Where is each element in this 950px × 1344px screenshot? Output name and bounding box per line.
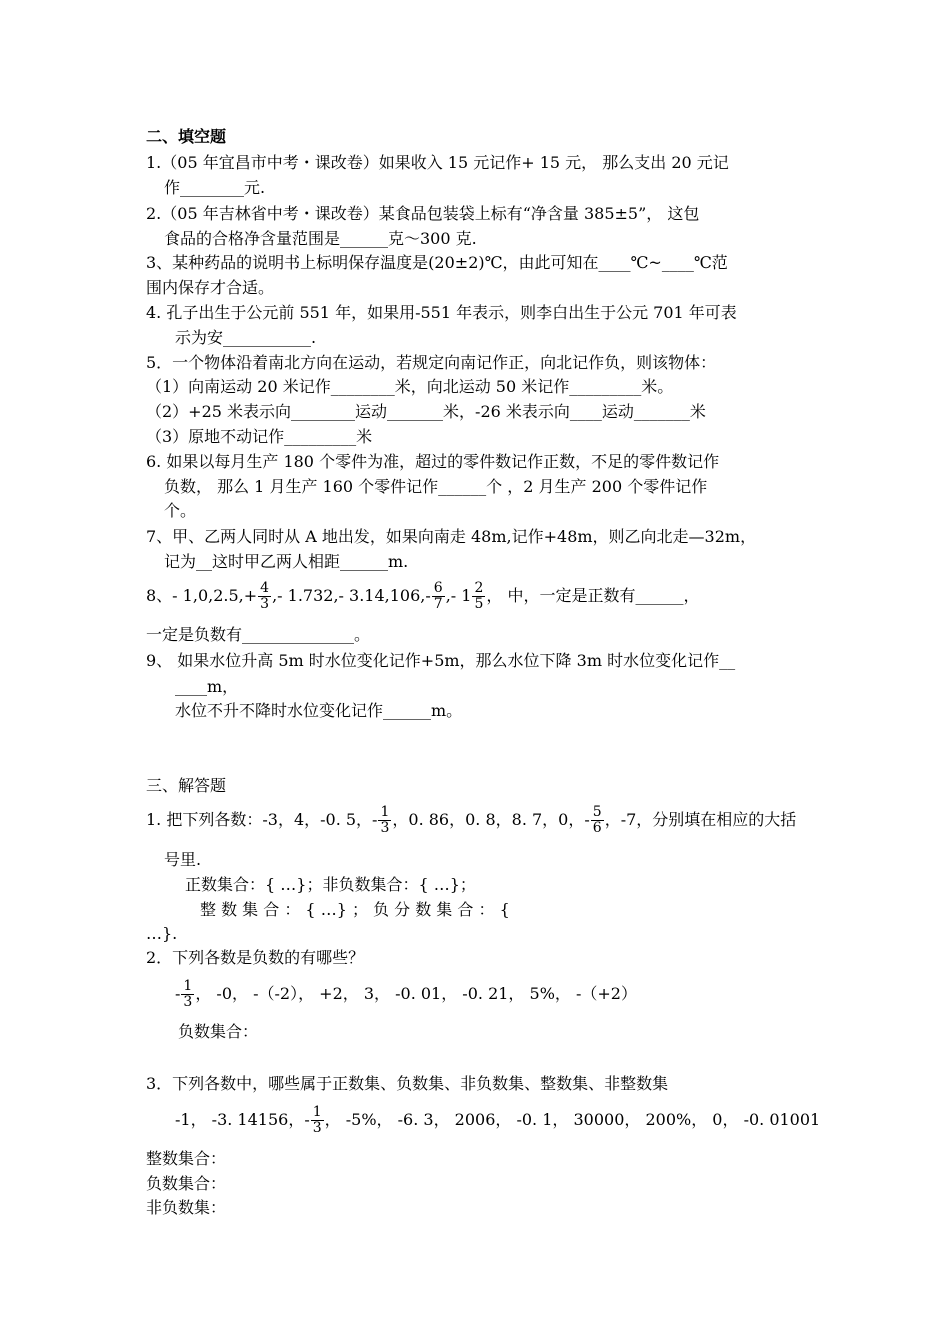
fraction-numerator: 2: [474, 580, 484, 596]
section-heading-fill-blank: 二、填空题: [146, 127, 227, 146]
answer-1-line-5: …}.: [146, 924, 178, 943]
question-5-sub-1: （1）向南运动 20 米记作________米，向北运动 50 米记作_________米。: [146, 377, 674, 396]
answer-1-mid: ，0. 86，0. 8，8. 7，0，-: [392, 810, 590, 829]
fraction-denominator: 3: [260, 596, 270, 612]
question-8-mid2: ,- 1: [445, 586, 472, 605]
fraction-numerator: 5: [592, 804, 602, 820]
question-8-suffix: ， 中，一定是正数有______，: [486, 586, 700, 605]
question-6-line-2: 负数， 那么 1 月生产 160 个零件记作______个 ，2 月生产 200 个零件记作: [164, 477, 708, 496]
question-6-line-3: 个。: [164, 501, 197, 520]
answer-1-line-2: 号里.: [164, 850, 202, 869]
fraction-denominator: 5: [474, 596, 484, 612]
answer-3-negative-set: 负数集合：: [146, 1174, 227, 1193]
question-4-line-1: 4. 孔子出生于公元前 551 年，如果用-551 年表示，则李白出生于公元 701 年可表: [146, 303, 737, 322]
question-3-line-2: 围内保存才合适。: [146, 278, 275, 297]
fraction-denominator: 6: [592, 820, 602, 836]
answer-1-positive-set: 正数集合：{ …}；非负数集合：{ …}；: [185, 875, 476, 894]
section-heading-answer: 三、解答题: [146, 776, 227, 795]
question-9-line-1: 9、 如果水位升高 5m 时水位变化记作+5m，那么水位下降 3m 时水位变化记作__: [146, 651, 736, 670]
question-1-line-1: 1.（05 年宜昌市中考・课改卷）如果收入 15 元记作+ 15 元， 那么支出 20 元记: [146, 153, 729, 172]
answer-3-suffix: ， -5%， -6. 3， 2006， -0. 1， 30000， 200%， 0， -0. 01001: [324, 1110, 821, 1129]
question-8-prefix: 8、- 1,0,2.5,+: [146, 586, 258, 605]
fraction-denominator: 3: [183, 994, 193, 1010]
fraction-denominator: 3: [312, 1120, 322, 1136]
fraction-denominator: 3: [380, 820, 390, 836]
question-2-line-2: 食品的合格净含量范围是______克～300 克.: [164, 229, 477, 248]
fraction-numerator: 1: [380, 804, 390, 820]
question-5-line-1: 5．一个物体沿着南北方向在运动，若规定向南记作正，向北记作负，则该物体：: [146, 353, 717, 372]
answer-3-nonnegative-set: 非负数集：: [146, 1198, 227, 1217]
question-4-line-2: 示为安___________.: [175, 328, 317, 347]
answer-3-prefix: -1， -3. 14156，-: [175, 1110, 310, 1129]
question-5-sub-2: （2）+25 米表示向________运动_______米，-26 米表示向____运动_______米: [146, 402, 706, 421]
answer-1-prefix: 1. 把下列各数：-3，4，-0. 5，-: [146, 810, 378, 829]
answer-3-line-1: 3．下列各数中，哪些属于正数集、负数集、非负数集、整数集、非整数集: [146, 1074, 669, 1093]
question-2-line-1: 2.（05 年吉林省中考・课改卷）某食品包装袋上标有“净含量 385±5”， 这包: [146, 204, 700, 223]
fraction-numerator: 1: [183, 978, 193, 994]
answer-1-suffix: ，-7，分别填在相应的大括: [604, 810, 797, 829]
question-5-sub-3: （3）原地不动记作_________米: [146, 427, 373, 446]
answer-3-numbers: [175, 1100, 820, 1140]
question-8-mid: ,- 1.732,- 3.14,106,-: [272, 586, 431, 605]
question-7-line-2: 记为__这时甲乙两人相距______m.: [164, 552, 409, 571]
answer-2-prefix: -: [175, 984, 181, 1003]
fraction-1-3: [181, 979, 194, 1010]
question-9-line-2: ____m，: [175, 677, 239, 696]
fraction-denominator: 7: [433, 596, 443, 612]
fraction-1-3: [378, 805, 391, 836]
question-3-line-1: 3、某种药品的说明书上标明保存温度是(20±2)℃，由此可知在____℃~____℃范: [146, 253, 728, 272]
question-7-line-1: 7、甲、乙两人同时从 A 地出发，如果向南走 48m,记作+48m，则乙向北走—32m，: [146, 527, 757, 546]
answer-1-line-1: [146, 800, 796, 840]
fraction-numerator: 4: [260, 580, 270, 596]
answer-2-suffix: ， -0， -（-2）， +2， 3， -0. 01， -0. 21， 5%， -（+2）: [195, 984, 637, 1003]
answer-3-integer-set: 整数集合：: [146, 1149, 227, 1168]
question-9-line-3: 水位不升不降时水位变化记作______m。: [175, 701, 463, 720]
fraction-1-3: [311, 1105, 324, 1136]
fraction-4-3: [258, 581, 271, 612]
question-6-line-1: 6. 如果以每月生产 180 个零件为准，超过的零件数记作正数，不足的零件数记作: [146, 452, 720, 471]
question-8-line-1: [146, 576, 699, 616]
fraction-2-5: [472, 581, 485, 612]
fraction-numerator: 6: [433, 580, 443, 596]
answer-2-numbers: [175, 974, 637, 1014]
answer-2-negative-set: 负数集合：: [178, 1022, 259, 1041]
answer-1-integer-set: 整 数 集 合 ： { …} ； 负 分 数 集 合 ： {: [200, 900, 510, 919]
question-8-line-2: 一定是负数有______________。: [146, 625, 371, 644]
fraction-5-6: [591, 805, 604, 836]
question-1-line-2: 作________元.: [164, 178, 266, 197]
answer-2-line-1: 2．下列各数是负数的有哪些？: [146, 948, 365, 967]
fraction-numerator: 1: [312, 1104, 322, 1120]
fraction-6-7: [432, 581, 445, 612]
